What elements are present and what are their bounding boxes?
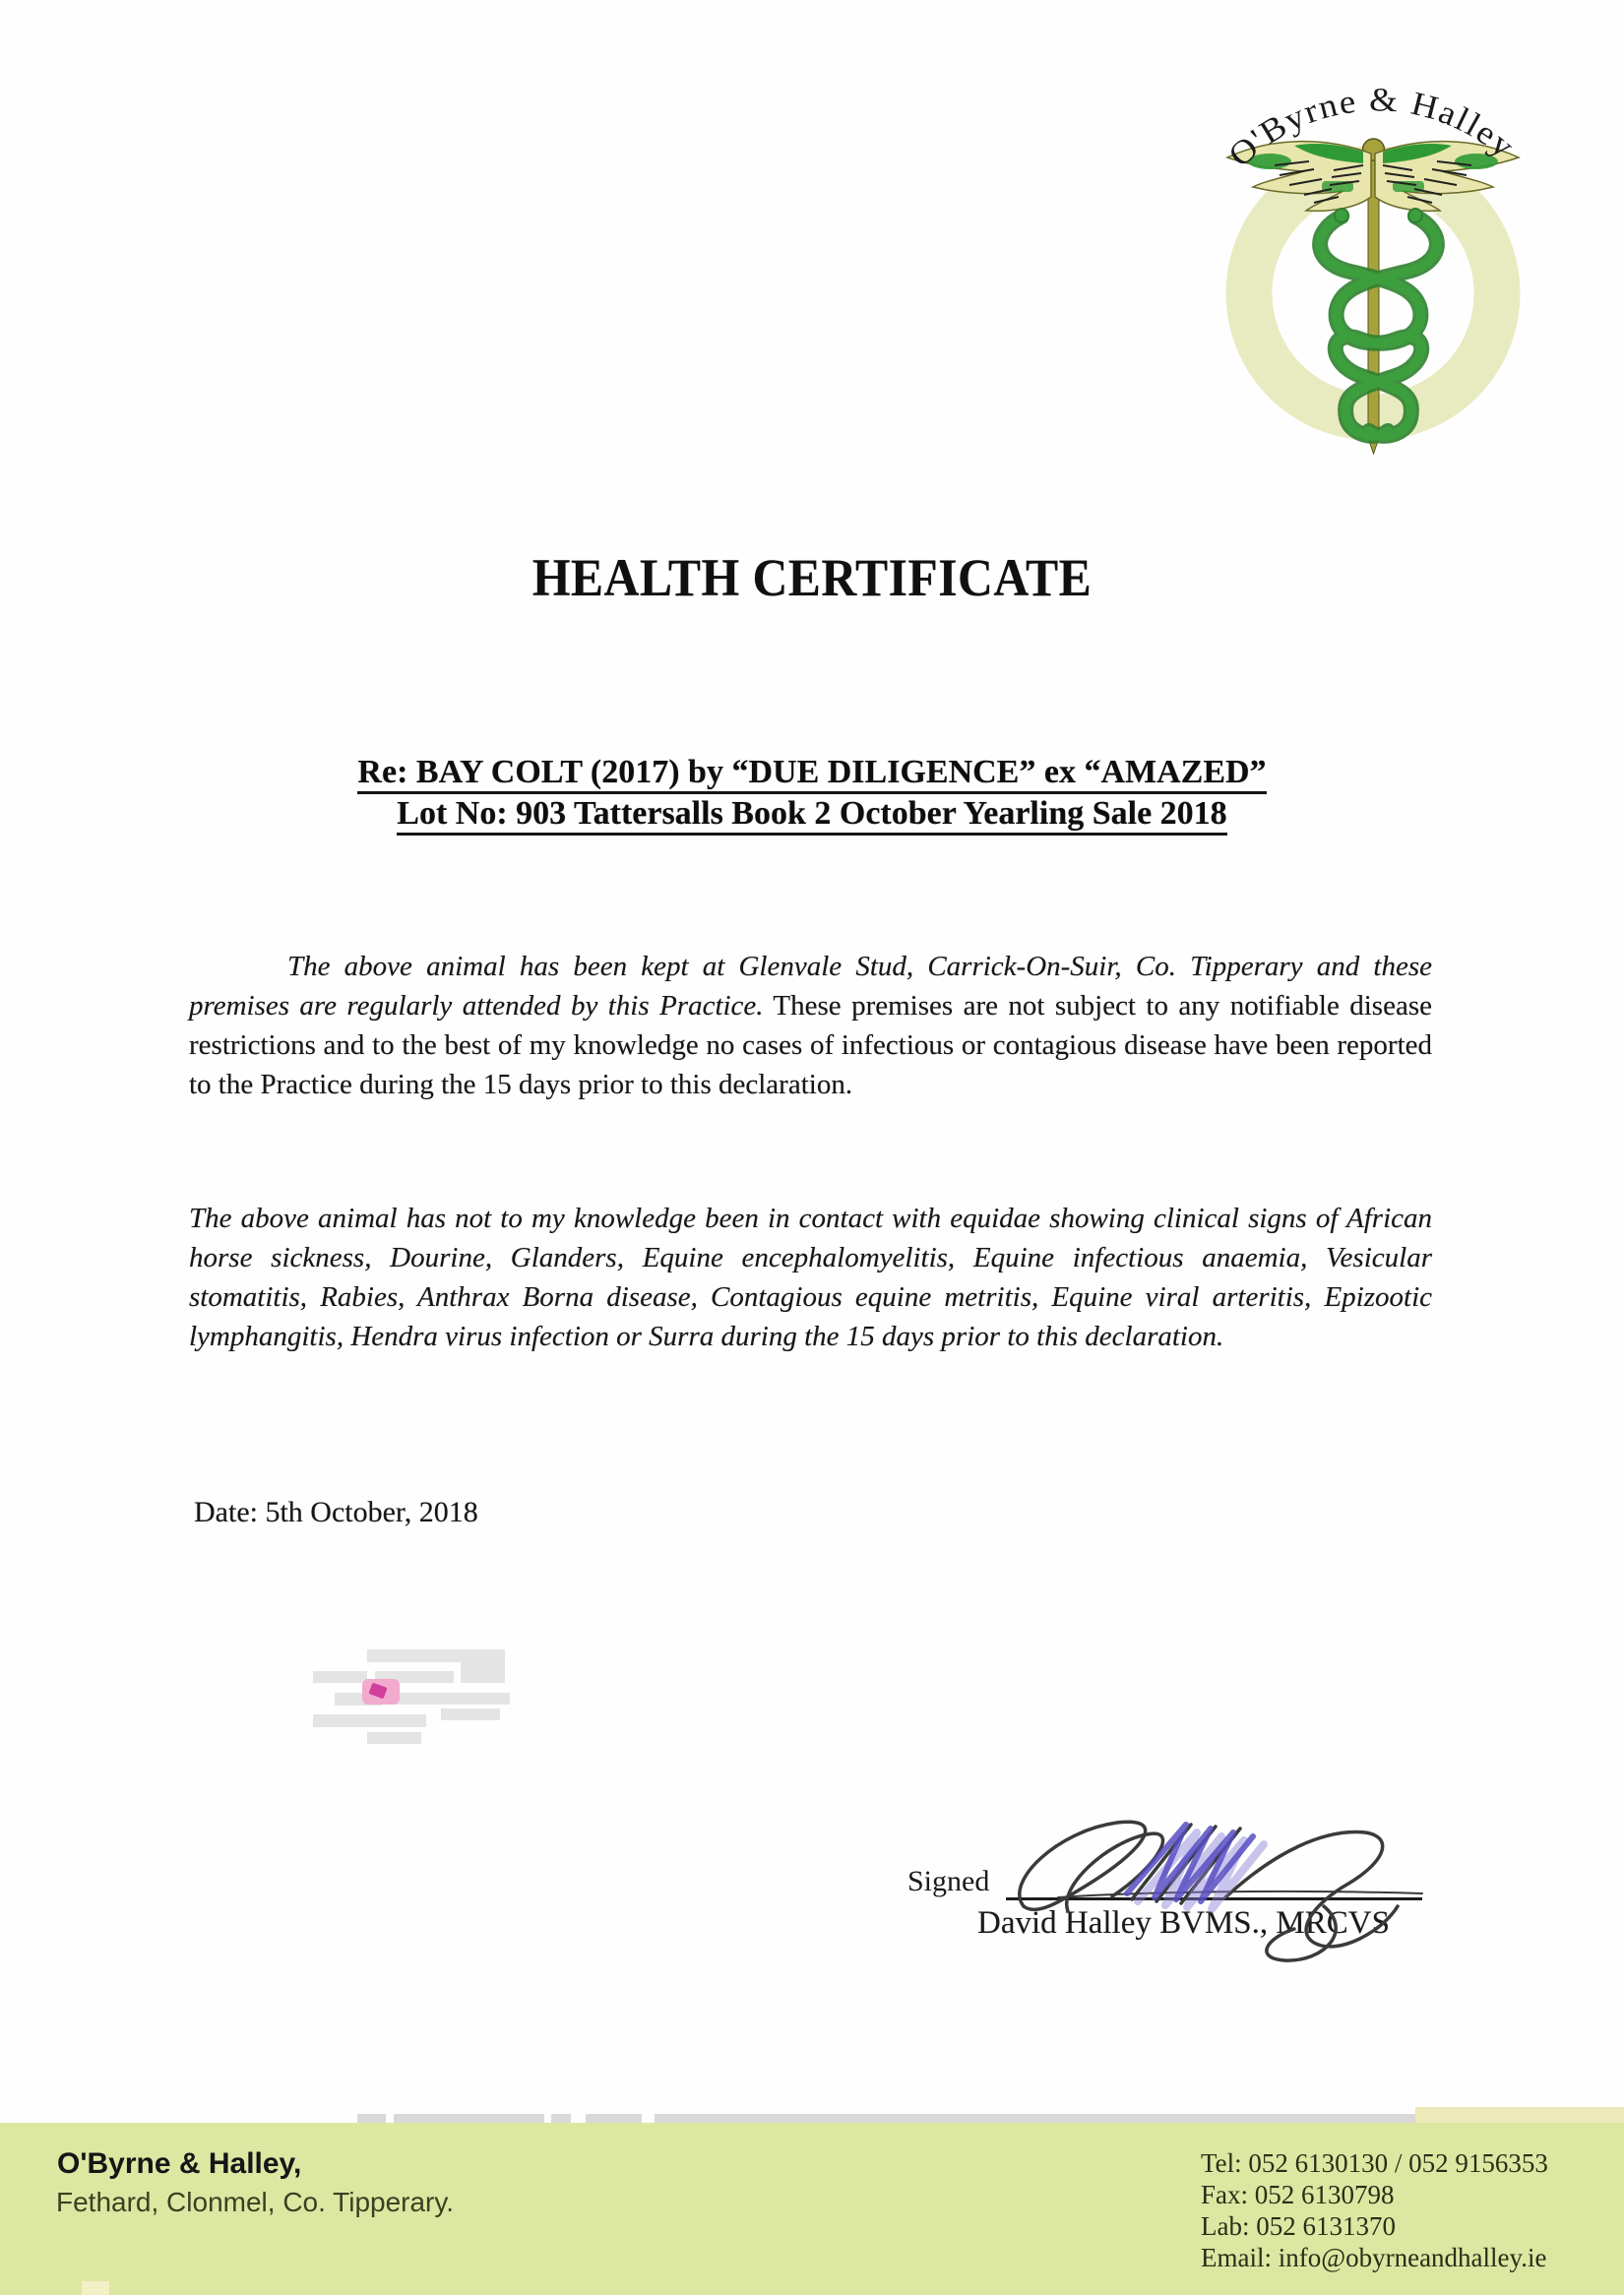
signatory-name: David Halley BVMS., MRCVS — [977, 1905, 1390, 1941]
paragraph-diseases: The above animal has not to my knowledge been in contact with equidae showing clinical signs of African horse sickness, Dourine, Glanders, Equine encephalomyelitis, Equine infectious anaemia, Vesicular stomatitis, Rabies, Anthrax Borna disease, Contagious equine metritis, Equine viral arteritis, Epizootic lymphangitis, Hendra virus infection or Surra during the 15 days prior to this declaration. — [189, 1203, 1432, 1352]
subject-block — [0, 752, 1624, 835]
subject-re-line: Re: BAY COLT (2017) by “DUE DILIGENCE” ex “AMAZED” — [0, 752, 1624, 793]
caduceus-icon — [1216, 67, 1540, 456]
paragraph-premises-roman: These premises are not subject to any notifiable disease restrictions and to the best of my knowledge no cases of infectious or contagious disease have been reported to the Practice during the 15 days prior to this declaration. — [189, 990, 1432, 1100]
footer-email: Email: info@obyrneandhalley.ie — [1201, 2243, 1547, 2272]
paragraph-premises-italic: The above animal has been kept at Glenvale Stud, Carrick-On-Suir, Co. Tipperary and these premises are regularly attended by this Practice. — [189, 951, 1432, 1022]
handwritten-signature — [999, 1813, 1432, 1980]
document-title: HEALTH CERTIFICATE — [531, 548, 1093, 607]
footer-address: Fethard, Clonmel, Co. Tipperary. — [56, 2187, 455, 2217]
paragraph-premises — [189, 947, 1432, 1104]
date-line: Date: 5th October, 2018 — [194, 1496, 478, 1528]
faded-stamp-mark — [313, 1649, 515, 1748]
scan-artifact-corner — [82, 2281, 109, 2295]
footer-lab: Lab: 052 6131370 — [1201, 2211, 1396, 2241]
practice-logo — [1216, 67, 1540, 456]
signed-label: Signed — [907, 1865, 990, 1897]
footer-tel: Tel: 052 6130130 / 052 9156353 — [1201, 2148, 1548, 2178]
logo-arc-text: O'Byrne & Halley — [1221, 82, 1522, 175]
subject-lot-line: Lot No: 903 Tattersalls Book 2 October Yearling Sale 2018 — [0, 793, 1624, 835]
footer-practice-name: O'Byrne & Halley, — [57, 2147, 302, 2180]
scan-artifact-yellow — [1415, 2107, 1624, 2123]
footer-contact-block — [1201, 2147, 1548, 2273]
footer-fax: Fax: 052 6130798 — [1201, 2180, 1395, 2209]
